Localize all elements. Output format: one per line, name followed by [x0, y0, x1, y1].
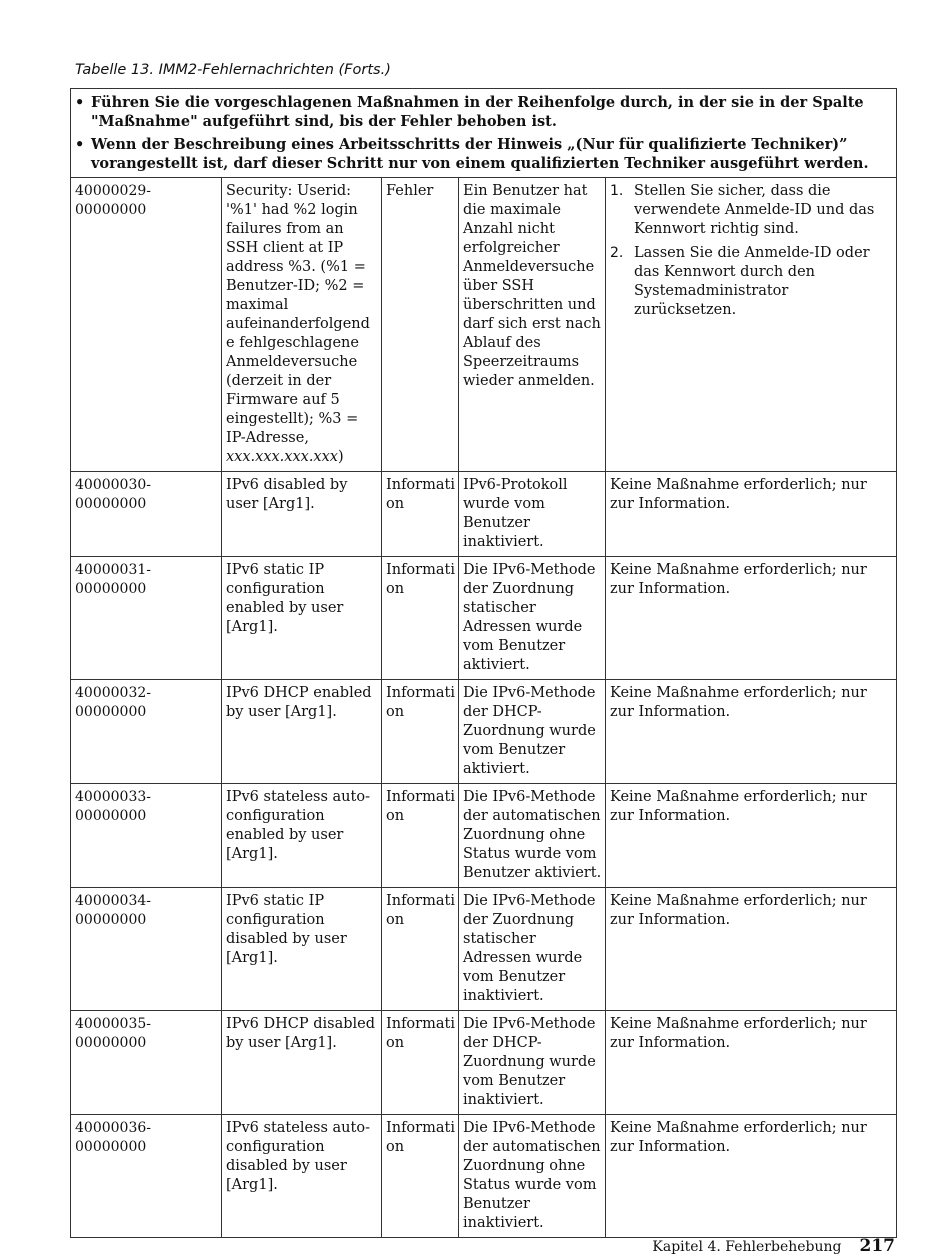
bullet-icon: •: [75, 94, 85, 111]
table-row: [71, 1011, 897, 1115]
severity: Information: [382, 784, 459, 888]
error-message-table: [70, 88, 897, 1238]
message-id: 40000032-00000000: [71, 680, 222, 784]
ip-placeholder: xxx.xxx.xxx.xxx: [226, 449, 338, 465]
severity: Information: [382, 472, 459, 557]
message-text: IPv6 disabled by user [Arg1].: [222, 472, 382, 557]
message-id: 40000034-00000000: [71, 888, 222, 1011]
notes-row: [71, 89, 897, 178]
chapter-title: Kapitel 4. Fehlerbehebung: [652, 1239, 842, 1255]
message-id: 40000035-00000000: [71, 1011, 222, 1115]
severity: Information: [382, 1115, 459, 1238]
bullet-icon: •: [75, 136, 85, 153]
message-text: IPv6 static IP configuration enabled by user [Arg1].: [222, 557, 382, 680]
severity: Fehler: [382, 178, 459, 472]
table-row: [71, 784, 897, 888]
table-caption: Tabelle 13. IMM2-Fehlernachrichten (Forts.): [75, 62, 391, 78]
action: Keine Maßnahme erforderlich; nur zur Information.: [606, 1011, 897, 1115]
message-text: IPv6 stateless auto-configuration enabled by user [Arg1].: [222, 784, 382, 888]
explanation: Die IPv6-Methode der automatischen Zuordnung ohne Status wurde vom Benutzer inaktiviert.: [459, 1115, 606, 1238]
action: Keine Maßnahme erforderlich; nur zur Information.: [606, 1115, 897, 1238]
message-text: IPv6 stateless auto-configuration disabled by user [Arg1].: [222, 1115, 382, 1238]
message-text: Security: Userid: '%1' had %2 login failures from an SSH client at IP address %3. (%1 = Benutzer-ID; %2 = maximal aufeinanderfolgende fehlgeschlagene Anmeldeversuche (derzeit in der Firmware auf 5 eingestellt); %3 = IP-Adresse, xxx.xxx.xxx.xxx): [222, 178, 382, 472]
severity: Information: [382, 1011, 459, 1115]
table-row: [71, 472, 897, 557]
note-text: Wenn der Beschreibung eines Arbeitsschritts der Hinweis „(Nur für qualifizierte Techniker)” vorangestellt ist, darf dieser Schritt nur von einem qualifizierten Techniker ausgeführt werden.: [91, 136, 869, 172]
note-item: [75, 93, 893, 131]
explanation: Die IPv6-Methode der DHCP-Zuordnung wurde vom Benutzer aktiviert.: [459, 680, 606, 784]
message-text: IPv6 DHCP enabled by user [Arg1].: [222, 680, 382, 784]
action: Keine Maßnahme erforderlich; nur zur Information.: [606, 557, 897, 680]
table-row: [71, 557, 897, 680]
message-id: 40000036-00000000: [71, 1115, 222, 1238]
note-text: Führen Sie die vorgeschlagenen Maßnahmen in der Reihenfolge durch, in der sie in der Spalte "Maßnahme" aufgeführt sind, bis der Fehler behoben ist.: [91, 94, 864, 130]
explanation: Die IPv6-Methode der Zuordnung statischer Adressen wurde vom Benutzer inaktiviert.: [459, 888, 606, 1011]
explanation: Die IPv6-Methode der automatischen Zuordnung ohne Status wurde vom Benutzer aktiviert.: [459, 784, 606, 888]
message-text: IPv6 DHCP disabled by user [Arg1].: [222, 1011, 382, 1115]
action: [606, 178, 897, 472]
notes-cell: [71, 89, 897, 178]
explanation: Ein Benutzer hat die maximale Anzahl nicht erfolgreicher Anmeldeversuche über SSH überschritten und darf sich erst nach Ablauf des Speerzeitraums wieder anmelden.: [459, 178, 606, 472]
table-row: [71, 680, 897, 784]
page-number: 217: [859, 1236, 895, 1256]
table-row: [71, 888, 897, 1011]
action: Keine Maßnahme erforderlich; nur zur Information.: [606, 784, 897, 888]
message-id: 40000030-00000000: [71, 472, 222, 557]
action-step: 1. Stellen Sie sicher, dass die verwendete Anmelde-ID und das Kennwort richtig sind.: [610, 183, 875, 237]
action: Keine Maßnahme erforderlich; nur zur Information.: [606, 680, 897, 784]
message-id: 40000031-00000000: [71, 557, 222, 680]
action: Keine Maßnahme erforderlich; nur zur Information.: [606, 888, 897, 1011]
page-footer: [652, 1236, 895, 1256]
explanation: Die IPv6-Methode der Zuordnung statischer Adressen wurde vom Benutzer aktiviert.: [459, 557, 606, 680]
severity: Information: [382, 680, 459, 784]
action-steps: [610, 182, 893, 320]
explanation: IPv6-Protokoll wurde vom Benutzer inaktiviert.: [459, 472, 606, 557]
action: Keine Maßnahme erforderlich; nur zur Information.: [606, 472, 897, 557]
message-text: IPv6 static IP configuration disabled by user [Arg1].: [222, 888, 382, 1011]
message-id: 40000033-00000000: [71, 784, 222, 888]
explanation: Die IPv6-Methode der DHCP-Zuordnung wurde vom Benutzer inaktiviert.: [459, 1011, 606, 1115]
severity: Information: [382, 557, 459, 680]
severity: Information: [382, 888, 459, 1011]
message-id: 40000029-00000000: [71, 178, 222, 472]
table-row: [71, 178, 897, 472]
note-item: [75, 135, 893, 173]
action-step: 2. Lassen Sie die Anmelde-ID oder das Kennwort durch den Systemadministrator zurücksetzen.: [610, 245, 870, 318]
table-row: [71, 1115, 897, 1238]
